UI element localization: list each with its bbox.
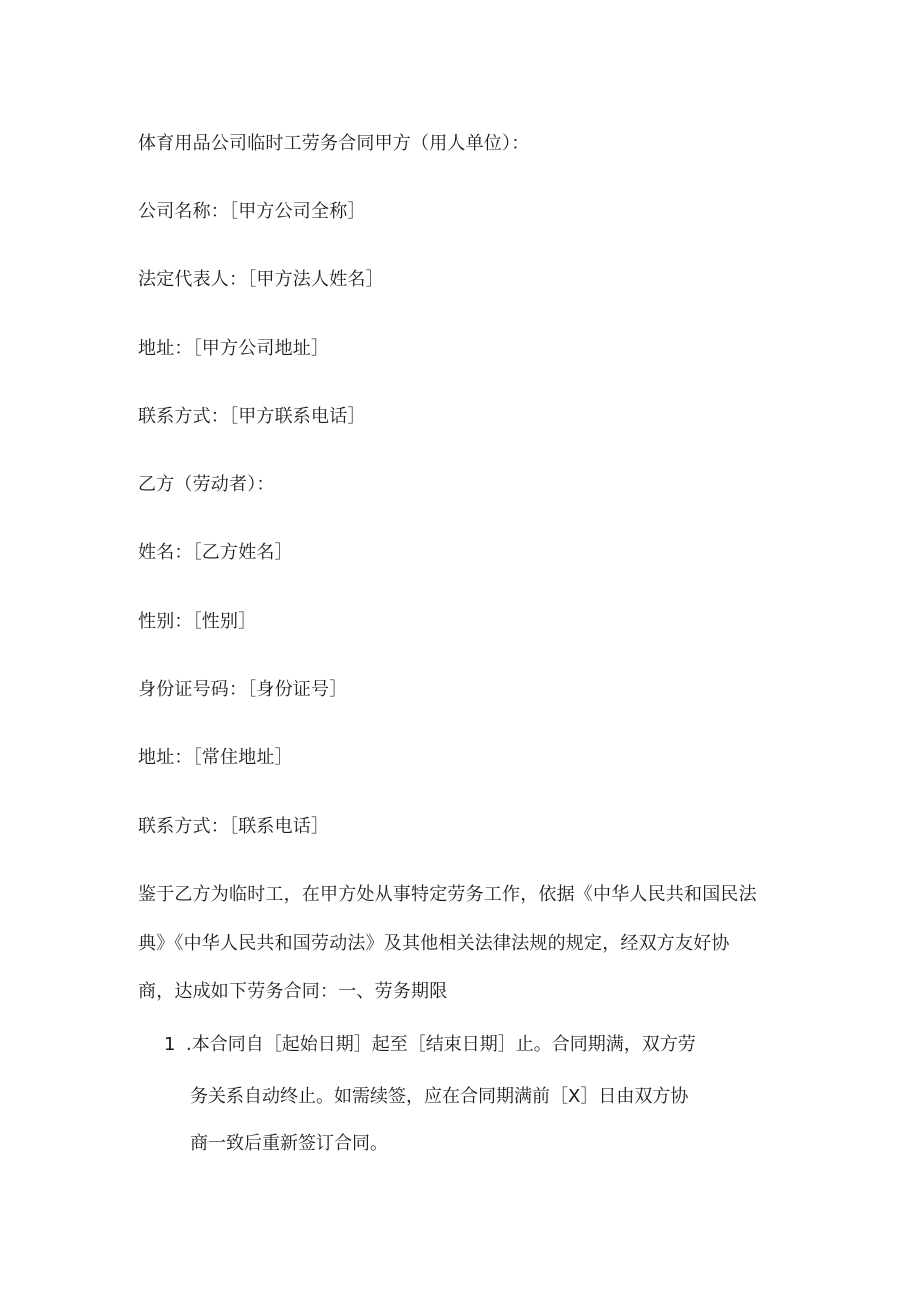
party-b-id-number: 身份证号码：［身份证号］ <box>138 679 348 700</box>
clause-number: 1 <box>164 1034 176 1055</box>
party-b-gender: 性别：［性别］ <box>138 611 257 632</box>
party-b-name: 姓名：［乙方姓名］ <box>138 542 293 563</box>
clause-line: .本合同自［起始日期］起至［结束日期］止。合同期满，双方劳 <box>186 1034 696 1055</box>
clause-line: 商一致后重新签订合同。 <box>190 1133 388 1154</box>
contract-title-line: 体育用品公司临时工劳务合同甲方（用人单位）： <box>138 133 530 154</box>
preamble-line: 商，达成如下劳务合同：一、劳务期限 <box>138 981 448 1002</box>
party-b-address: 地址：［常住地址］ <box>138 747 293 768</box>
preamble-line: 鉴于乙方为临时工，在甲方处从事特定劳务工作，依据《中华人民共和国民法 <box>138 884 757 905</box>
party-b-heading: 乙方（劳动者）： <box>138 474 275 495</box>
preamble-line: 典》《中华人民共和国劳动法》及其他相关法律法规的规定，经双方友好协 <box>138 933 730 954</box>
clause-line: 务关系自动终止。如需续签，应在合同期满前［X］日由双方协 <box>190 1086 689 1107</box>
party-a-address: 地址：［甲方公司地址］ <box>138 338 330 359</box>
party-a-company-name: 公司名称：［甲方公司全称］ <box>138 201 366 222</box>
party-a-contact: 联系方式：［甲方联系电话］ <box>138 406 366 427</box>
party-a-legal-representative: 法定代表人：［甲方法人姓名］ <box>138 269 384 290</box>
party-b-contact: 联系方式：［联系电话］ <box>138 816 330 837</box>
